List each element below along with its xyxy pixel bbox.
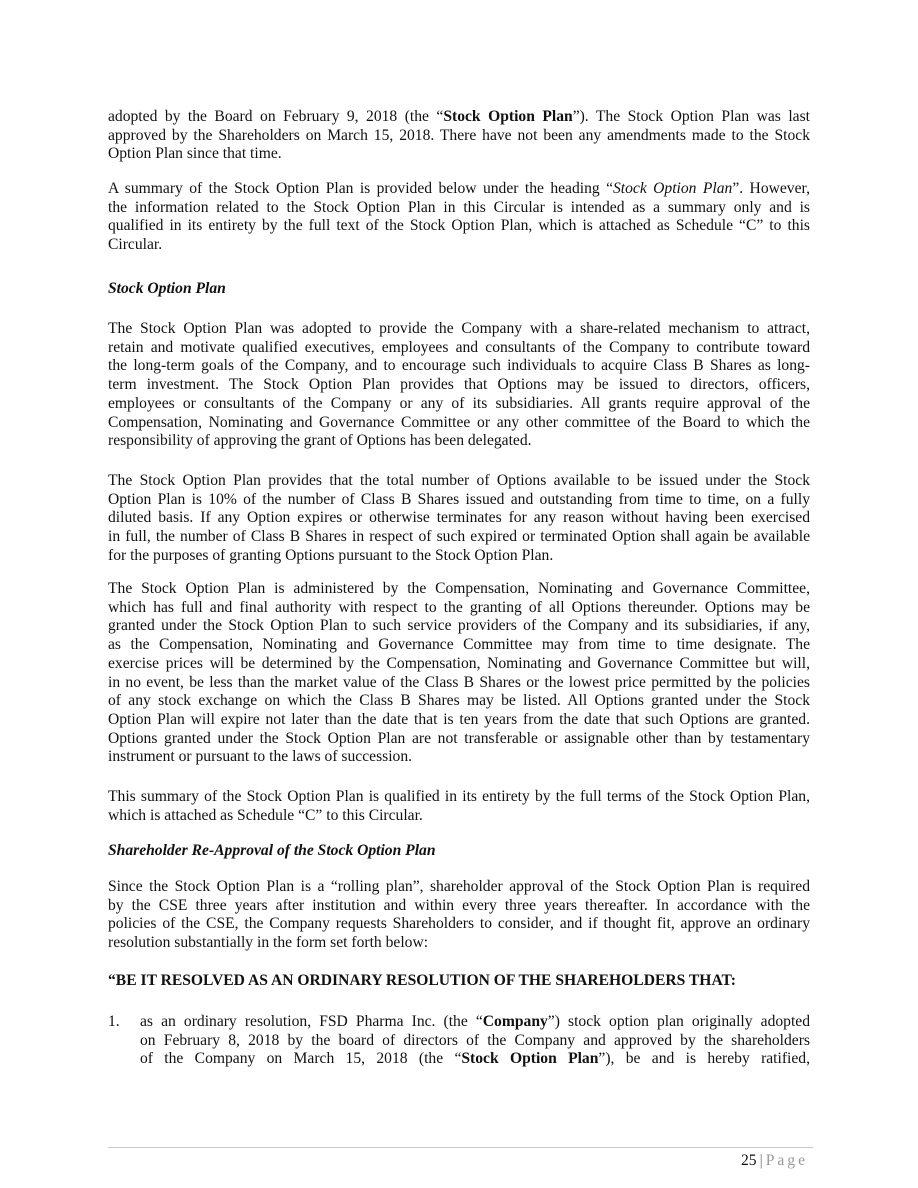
text-line	[108, 108, 810, 127]
text-segment: Options granted under the Stock Option Plan are not transferable or assignable other than by testamentary	[108, 729, 810, 747]
text-segment: in full, the number of Class B Shares in respect of such expired or terminated Option shall again be available	[108, 528, 810, 546]
text-line	[108, 180, 810, 199]
text-segment: diluted basis. If any Option expires or otherwise terminates for any reason without having been exercised	[108, 509, 810, 527]
section-heading	[108, 842, 810, 861]
text-segment: ”) stock option plan originally adopted	[547, 1013, 811, 1030]
section-heading	[108, 280, 810, 299]
text-segment: which has full and final authority with respect to the granting of all Options thereunder. Options may be	[108, 598, 810, 616]
page-separator: |	[759, 1152, 763, 1169]
text-line	[108, 217, 810, 236]
emphasized-text: Shareholder Re-Approval of the Stock Option Plan	[108, 842, 436, 859]
section-heading	[108, 972, 810, 991]
text-segment: A summary of the Stock Option Plan is provided below under the heading “	[108, 180, 613, 197]
page-footer	[741, 1152, 808, 1170]
text-segment: on February 8, 2018 by the board of directors of the Company and approved by the shareholders	[140, 1031, 810, 1049]
text-line	[140, 1050, 810, 1069]
text-line	[108, 842, 810, 861]
text-segment: Compensation, Nominating and Governance Committee or any other committee of the Board to which the	[108, 413, 810, 431]
text-segment: resolution substantially in the form set forth below:	[108, 934, 429, 952]
text-segment: responsibility of approving the grant of Options has been delegated.	[108, 432, 532, 450]
text-segment: This summary of the Stock Option Plan is qualified in its entirety by the full terms of the Stock Option Plan,	[108, 788, 810, 805]
text-segment: the information related to the Stock Option Plan in this Circular is intended as a summary only and is	[108, 198, 810, 216]
text-segment: granted under the Stock Option Plan to such service providers of the Company and its subsidiaries, if any,	[108, 617, 810, 635]
text-segment: instrument or pursuant to the laws of succession.	[108, 748, 413, 766]
text-line	[108, 788, 810, 807]
text-line	[108, 897, 810, 916]
text-segment: retain and motivate qualified executives, employees and consultants of the Company to contribute toward	[108, 338, 810, 356]
text-line	[108, 472, 810, 491]
emphasized-text: Stock Option Plan	[443, 108, 573, 125]
text-line	[108, 692, 810, 711]
text-segment: of the Company on March 15, 2018 (the “	[140, 1050, 462, 1068]
emphasized-text: Stock Option Plan	[461, 1050, 599, 1068]
text-line	[108, 878, 810, 897]
text-line	[108, 972, 810, 991]
emphasized-text: Stock Option Plan	[108, 280, 226, 297]
text-segment: term investment. The Stock Option Plan provides that Options may be issued to directors, officers,	[108, 376, 810, 394]
text-segment: exercise prices will be determined by the Compensation, Nominating and Governance Committee but will,	[108, 654, 810, 672]
text-segment: as an ordinary resolution, FSD Pharma Inc. (the “	[140, 1013, 483, 1030]
text-line	[108, 711, 810, 730]
text-segment: ”). The Stock Option Plan was last	[572, 108, 810, 125]
text-line	[108, 636, 810, 655]
text-line	[108, 127, 810, 146]
text-line	[140, 1013, 810, 1032]
paragraph	[108, 580, 810, 767]
text-segment: employees or consultants of the Company or any of its subsidiaries. All grants require approval of the	[108, 394, 810, 412]
page-label: Page	[765, 1152, 808, 1169]
text-segment: adopted by the Board on February 9, 2018 (the “	[108, 108, 444, 125]
text-line	[108, 145, 810, 164]
text-segment: The Stock Option Plan provides that the total number of Options available to be issued under the Stock	[108, 472, 810, 489]
list-number: 1.	[108, 1013, 120, 1030]
text-line	[108, 915, 810, 934]
text-line	[108, 199, 810, 218]
text-segment: The Stock Option Plan was adopted to provide the Company with a share-related mechanism to attract,	[108, 320, 810, 337]
resolution-list-item	[108, 1013, 811, 1069]
text-line	[108, 320, 810, 339]
text-segment: Option Plan is 10% of the number of Class B Shares issued and outstanding from time to time, on a fully	[108, 490, 810, 508]
text-segment: as the Compensation, Nominating and Governance Committee may from time to time designate. The	[108, 636, 810, 654]
text-segment: policies of the CSE, the Company requests Shareholders to consider, and if thought fit, approve an ordinary	[108, 915, 810, 933]
text-line	[108, 432, 810, 451]
text-line	[108, 748, 810, 767]
text-line	[108, 236, 810, 255]
text-line	[108, 509, 810, 528]
text-line	[108, 414, 810, 433]
text-line	[108, 339, 810, 358]
paragraph	[108, 878, 810, 953]
text-segment: Option Plan since that time.	[108, 145, 282, 163]
text-segment: approved by the Shareholders on March 15, 2018. There have not been any amendments made to the Stock	[108, 126, 810, 144]
text-segment: by the CSE three years after institution and within every three years thereafter. In accordance with the	[108, 896, 810, 914]
text-line	[108, 395, 810, 414]
text-segment: which is attached as Schedule “C” to this Circular.	[108, 806, 423, 824]
text-segment: Option Plan will expire not later than the date that is ten years from the date that such Options are granted.	[108, 710, 810, 728]
text-line	[108, 580, 810, 599]
text-line	[108, 599, 810, 618]
paragraph	[108, 320, 810, 451]
text-line	[108, 934, 810, 953]
emphasized-text: “BE IT RESOLVED AS AN ORDINARY RESOLUTION OF THE SHAREHOLDERS THAT:	[108, 972, 736, 989]
paragraph	[108, 180, 810, 255]
text-segment: ”. However,	[732, 180, 810, 197]
paragraph	[108, 472, 810, 566]
text-line	[108, 491, 810, 510]
text-line	[108, 807, 810, 826]
paragraph	[108, 108, 810, 164]
text-line	[108, 376, 810, 395]
text-line	[108, 357, 810, 376]
text-segment: for the purposes of granting Options pursuant to the Stock Option Plan.	[108, 546, 554, 564]
text-segment: Circular.	[108, 236, 163, 254]
emphasized-text: Stock Option Plan	[613, 180, 733, 197]
page-number: 25	[740, 1152, 757, 1169]
text-line	[108, 617, 810, 636]
text-segment: Since the Stock Option Plan is a “rolling plan”, shareholder approval of the Stock Option Plan is required	[108, 878, 810, 895]
text-segment: qualified in its entirety by the full text of the Stock Option Plan, which is attached as Schedule “C” to this	[108, 217, 810, 235]
text-line	[108, 655, 810, 674]
text-line	[108, 280, 810, 299]
text-segment: the long-term goals of the Company, and to encourage such individuals to acquire Class B Shares as long-	[108, 357, 810, 375]
paragraph	[108, 788, 810, 825]
text-segment: ”), be and is hereby ratified,	[598, 1050, 810, 1068]
text-segment: The Stock Option Plan is administered by the Compensation, Nominating and Governance Committee,	[108, 580, 810, 597]
text-line	[140, 1032, 810, 1051]
text-line	[108, 528, 810, 547]
text-segment: in no event, be less than the market value of the Class B Shares or the lowest price permitted by the policies	[108, 673, 810, 691]
text-line	[108, 730, 810, 749]
footer-divider	[108, 1147, 813, 1148]
emphasized-text: Company	[482, 1013, 548, 1030]
text-line	[108, 547, 810, 566]
text-segment: of any stock exchange on which the Class B Shares may be listed. All Options granted under the Stock	[108, 692, 810, 710]
text-line	[108, 674, 810, 693]
